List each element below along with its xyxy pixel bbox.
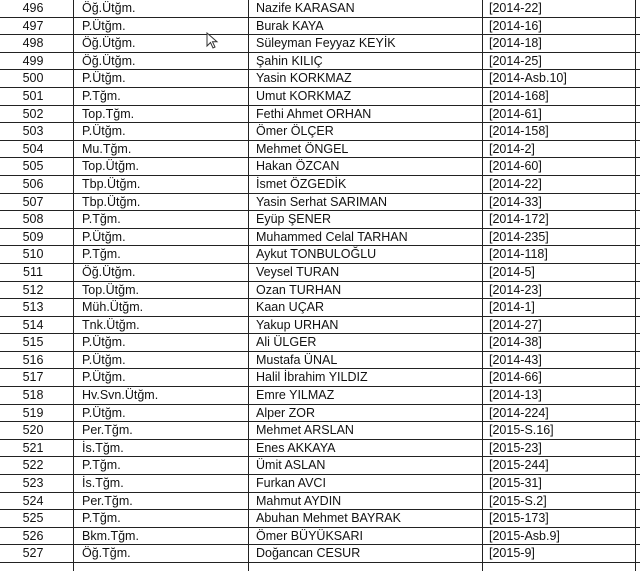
name-cell: Kaan UÇAR (256, 300, 325, 315)
code-cell: [2014-168] (489, 88, 549, 103)
rank-cell: Öğ.Ütğm. (82, 36, 136, 51)
name-cell: Ömer ÖLÇER (256, 124, 334, 139)
rank-cell: P.Tğm. (82, 247, 121, 262)
rank-cell: Top.Tğm. (82, 106, 135, 121)
table-row (0, 475, 640, 493)
table-row (0, 352, 640, 370)
row-number: 514 (22, 317, 44, 332)
name-cell: Fethi Ahmet ORHAN (256, 106, 372, 121)
row-number: 498 (22, 36, 44, 51)
code-cell: [2014-23] (489, 282, 542, 297)
table-row (0, 194, 640, 212)
rank-cell: P.Tğm. (82, 511, 121, 526)
table-row (0, 123, 640, 141)
name-cell: Mehmet ARSLAN (256, 423, 354, 438)
rank-cell: İs.Tğm. (82, 476, 124, 491)
name-cell: Yasin KORKMAZ (256, 71, 352, 86)
row-number: 504 (22, 141, 44, 156)
row-number: 500 (22, 71, 44, 86)
name-cell: Doğancan CESUR (256, 546, 361, 561)
row-number: 511 (23, 264, 43, 279)
row-number: 499 (22, 53, 44, 68)
row-number: 522 (22, 458, 44, 473)
name-cell: Ozan TURHAN (256, 282, 342, 297)
table-row (0, 457, 640, 475)
row-number: 515 (22, 335, 44, 350)
row-number: 516 (22, 352, 44, 367)
row-number: 503 (22, 124, 44, 139)
table-row (0, 211, 640, 229)
row-number: 502 (22, 106, 44, 121)
rank-cell: P.Ütğm. (82, 405, 126, 420)
name-cell: Ümit ASLAN (256, 458, 326, 473)
name-cell: Ali ÜLGER (256, 335, 317, 350)
table-row (0, 317, 640, 335)
rank-cell: P.Ütğm. (82, 229, 126, 244)
name-cell: Süleyman Feyyaz KEYİK (256, 36, 396, 51)
rank-cell: P.Ütğm. (82, 370, 126, 385)
table-row (0, 18, 640, 36)
name-cell: Mehmet ÖNGEL (256, 141, 349, 156)
name-cell: Umut KORKMAZ (256, 88, 352, 103)
code-cell: [2014-158] (489, 124, 549, 139)
rank-cell: P.Ütğm. (82, 352, 126, 367)
rank-cell: Öğ.Ütğm. (82, 264, 136, 279)
rank-cell: Bkm.Tğm. (82, 528, 139, 543)
name-cell: Hakan ÖZCAN (256, 159, 340, 174)
rank-cell: Öğ.Tğm. (82, 546, 131, 561)
table-row (0, 510, 640, 528)
table-row (0, 0, 640, 18)
code-cell: [2014-18] (489, 36, 542, 51)
table-row (0, 176, 640, 194)
rank-cell: Öğ.Ütğm. (82, 53, 136, 68)
rank-cell: Top.Ütğm. (82, 282, 139, 297)
code-cell: [2015-S.2] (489, 493, 547, 508)
row-number: 513 (22, 300, 44, 315)
code-cell: [2014-5] (489, 264, 535, 279)
rank-cell: Öğ.Ütğm. (82, 1, 136, 15)
name-cell: Yasin Serhat SARIMAN (256, 194, 388, 209)
rank-cell: P.Tğm. (82, 212, 121, 227)
table-row (0, 422, 640, 440)
rank-cell: Tbp.Ütğm. (82, 176, 141, 191)
row-number: 509 (22, 229, 44, 244)
code-cell: [2014-22] (489, 1, 542, 15)
rank-cell: Tnk.Ütğm. (82, 317, 140, 332)
name-cell: Mustafa ÜNAL (256, 352, 338, 367)
row-number: 523 (22, 476, 44, 491)
code-cell: [2015-Asb.9] (489, 528, 560, 543)
name-cell: Eyüp ŞENER (256, 212, 332, 227)
row-number: 525 (22, 511, 44, 526)
table-row (0, 440, 640, 458)
row-number: 519 (22, 405, 44, 420)
row-number: 517 (22, 370, 44, 385)
name-cell: İsmet ÖZGEDİK (256, 176, 347, 191)
name-cell: Mahmut AYDIN (256, 493, 342, 508)
code-cell: [2015-31] (489, 476, 542, 491)
code-cell: [2014-27] (489, 317, 542, 332)
table-row (0, 369, 640, 387)
name-cell: Abuhan Mehmet BAYRAK (256, 511, 401, 526)
table-row (0, 334, 640, 352)
rank-cell: P.Ütğm. (82, 71, 126, 86)
name-cell: Aykut TONBULOĞLU (256, 247, 377, 262)
table-row (0, 528, 640, 546)
rank-cell: P.Tğm. (82, 458, 121, 473)
row-number: 524 (22, 493, 44, 508)
code-cell: [2015-173] (489, 511, 549, 526)
row-number: 506 (22, 176, 44, 191)
name-cell: Nazife KARASAN (256, 1, 355, 15)
row-number: 501 (22, 88, 44, 103)
name-cell: Veysel TURAN (256, 264, 340, 279)
row-number: 507 (22, 194, 44, 209)
code-cell: [2014-16] (489, 18, 542, 33)
name-cell: Halil İbrahim YILDIZ (256, 370, 368, 385)
table-row (0, 158, 640, 176)
name-cell: Enes AKKAYA (256, 440, 336, 455)
table-row (0, 282, 640, 300)
table-row (0, 70, 640, 88)
code-cell: [2015-23] (489, 440, 542, 455)
code-cell: [2014-Asb.10] (489, 71, 567, 86)
code-cell: [2014-2] (489, 141, 535, 156)
code-cell: [2014-1] (489, 300, 535, 315)
table-row (0, 264, 640, 282)
rank-cell: P.Tğm. (82, 88, 121, 103)
code-cell: [2014-22] (489, 176, 542, 191)
code-cell: [2014-172] (489, 212, 549, 227)
code-cell: [2014-118] (489, 247, 548, 262)
name-cell: Alper ZOR (256, 405, 316, 420)
rank-cell: Per.Tğm. (82, 493, 133, 508)
code-cell: [2014-38] (489, 335, 542, 350)
rank-cell: Mu.Tğm. (82, 141, 132, 156)
row-number: 520 (22, 423, 44, 438)
table-row (0, 141, 640, 159)
table-row (0, 545, 640, 563)
row-number: 526 (22, 528, 44, 543)
table-row (0, 299, 640, 317)
name-cell: Şahin KILIÇ (256, 53, 323, 68)
code-cell: [2015-244] (489, 458, 549, 473)
rank-cell: Per.Tğm. (82, 423, 133, 438)
row-number: 496 (22, 1, 44, 15)
code-cell: [2014-33] (489, 194, 542, 209)
code-cell: [2014-25] (489, 53, 542, 68)
table-row (0, 35, 640, 53)
code-cell: [2014-66] (489, 370, 542, 385)
name-cell: Yakup URHAN (256, 317, 339, 332)
name-cell: Muhammed Celal TARHAN (256, 229, 408, 244)
rank-cell: İs.Tğm. (82, 440, 124, 455)
row-number: 505 (22, 159, 44, 174)
code-cell: [2014-13] (489, 388, 542, 403)
code-cell: [2014-43] (489, 352, 542, 367)
name-cell: Emre YILMAZ (256, 388, 335, 403)
code-cell: [2014-224] (489, 405, 549, 420)
name-cell: Ömer BÜYÜKSARI (256, 528, 363, 543)
row-number: 512 (22, 282, 44, 297)
row-number: 497 (22, 18, 44, 33)
rank-cell: P.Ütğm. (82, 18, 126, 33)
table-row (0, 246, 640, 264)
row-number: 508 (22, 212, 44, 227)
rank-cell: P.Ütğm. (82, 124, 126, 139)
table-row (0, 53, 640, 71)
rank-cell: P.Ütğm. (82, 335, 126, 350)
code-cell: [2015-S.16] (489, 423, 554, 438)
rank-cell: Müh.Ütğm. (82, 300, 144, 315)
row-number: 518 (22, 388, 44, 403)
mouse-pointer-icon (206, 32, 220, 50)
code-cell: [2014-61] (489, 106, 542, 121)
code-cell: [2014-235] (489, 229, 549, 244)
row-number: 510 (22, 247, 44, 262)
row-number: 521 (22, 440, 44, 455)
row-number: 527 (22, 546, 44, 561)
rank-cell: Top.Ütğm. (82, 159, 139, 174)
table-row (0, 88, 640, 106)
name-cell: Burak KAYA (256, 18, 324, 33)
rank-cell: Hv.Svn.Ütğm. (82, 388, 159, 403)
rank-cell: Tbp.Ütğm. (82, 194, 141, 209)
code-cell: [2014-60] (489, 159, 542, 174)
table-row (0, 229, 640, 247)
name-cell: Furkan AVCI (256, 476, 326, 491)
table-row (0, 387, 640, 405)
code-cell: [2015-9] (489, 546, 535, 561)
table-row (0, 405, 640, 423)
table-row (0, 106, 640, 124)
table-row (0, 493, 640, 511)
